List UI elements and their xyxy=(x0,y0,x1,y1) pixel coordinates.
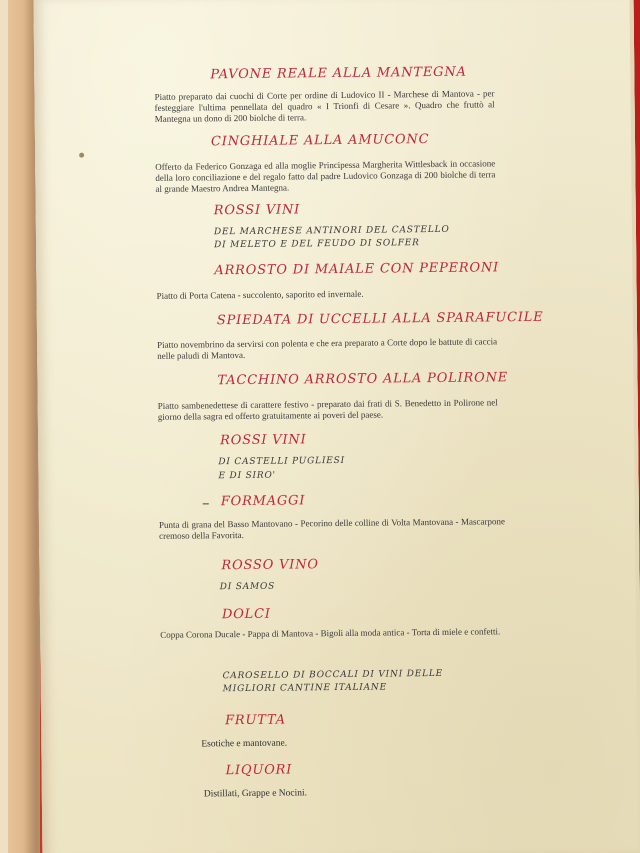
wine-line: DEL MARCHESE ANTINORI DEL CASTELLO xyxy=(213,224,450,238)
dish-title-cinghiale: CINGHIALE ALLA AMUCONC xyxy=(210,132,430,150)
dish-title-dolci: DOLCI xyxy=(221,606,271,623)
wine-line: MIGLIORI CANTINE ITALIANE xyxy=(222,682,388,695)
dish-description-spiedata: Piatto novembrino da servirsi con polenta e che era preparato a Corte dopo le battute di caccia nelle paludi di Mantova. xyxy=(157,336,498,361)
cover-left-edge xyxy=(0,0,8,853)
dish-description-frutta: Esotiche e mantovane. xyxy=(201,738,288,750)
dish-title-tacchino: TACCHINO ARROSTO ALLA POLIRONE xyxy=(217,370,509,389)
dish-title-arrosto-maiale: ARROSTO DI MAIALE CON PEPERONI xyxy=(214,260,500,279)
menu-content xyxy=(154,54,554,800)
dish-description-cinghiale: Offerto da Federico Gonzaga ed alla moglie Principessa Margherita Wittlesback in occasione della loro conciliazione e del regalo fatto dal padre Ludovico Gonzaga di 200 biolche di terra al grande Maestro Andrea Mantegna. xyxy=(155,158,496,194)
wine-title-rosso: ROSSO VINO xyxy=(221,557,319,574)
dish-description-formaggi: Punta di grana del Basso Mantovano - Pecorino delle colline di Volta Mantovana - Mascarpone cremoso della Favorita. xyxy=(158,516,506,541)
dish-title-frutta: FRUTTA xyxy=(224,712,286,729)
wine-line: DI CASTELLI PUGLIESI xyxy=(218,455,346,468)
wine-title-rossi-1: ROSSI VINI xyxy=(213,202,301,219)
dash-mark xyxy=(203,503,209,504)
dish-description-dolci: Coppa Corona Ducale - Pappa di Mantova - Bigoli alla moda antica - Torta di miele e confetti. xyxy=(160,626,501,640)
dish-description-pavone: Piatto preparato dai cuochi di Corte per ordine di Ludovico II - Marchese di Mantova - per festeggiare l'ultima pennellata del quadro « I Trionfi di Cesare ». Quadro che fruttò al Mantegna un dono di 200 biolche di terra. xyxy=(154,88,495,124)
dish-description-liquori: Distillati, Grappe e Nocini. xyxy=(203,788,308,800)
wine-line: DI MELETO E DEL FEUDO DI SOLFER xyxy=(214,238,420,251)
dish-description-arrosto-maiale: Piatto di Porta Catena - succolento, saporito ed invernale. xyxy=(156,288,364,301)
paper-speck xyxy=(79,153,84,158)
dish-description-tacchino: Piatto sambenedettese di carattere festivo - preparato dai frati di S. Benedetto in Polirone nel giorno della sagra ed offerto gratuitamente ai poveri del paese. xyxy=(157,397,498,422)
wine-line: E DI SIRO' xyxy=(218,470,276,482)
wine-line: DI SAMOS xyxy=(219,581,276,593)
dish-title-spiedata: SPIEDATA DI UCCELLI ALLA SPARAFUCILE xyxy=(216,309,544,329)
dish-title-pavone: PAVONE REALE ALLA MANTEGNA xyxy=(210,64,467,83)
wine-line: CAROSELLO DI BOCCALI DI VINI DELLE xyxy=(222,668,444,682)
page-right-edge xyxy=(629,0,640,853)
wine-title-rossi-2: ROSSI VINI xyxy=(220,432,307,449)
dish-title-formaggi: FORMAGGI xyxy=(220,493,306,510)
menu-page xyxy=(33,0,640,853)
dish-title-liquori: LIQUORI xyxy=(225,762,293,779)
